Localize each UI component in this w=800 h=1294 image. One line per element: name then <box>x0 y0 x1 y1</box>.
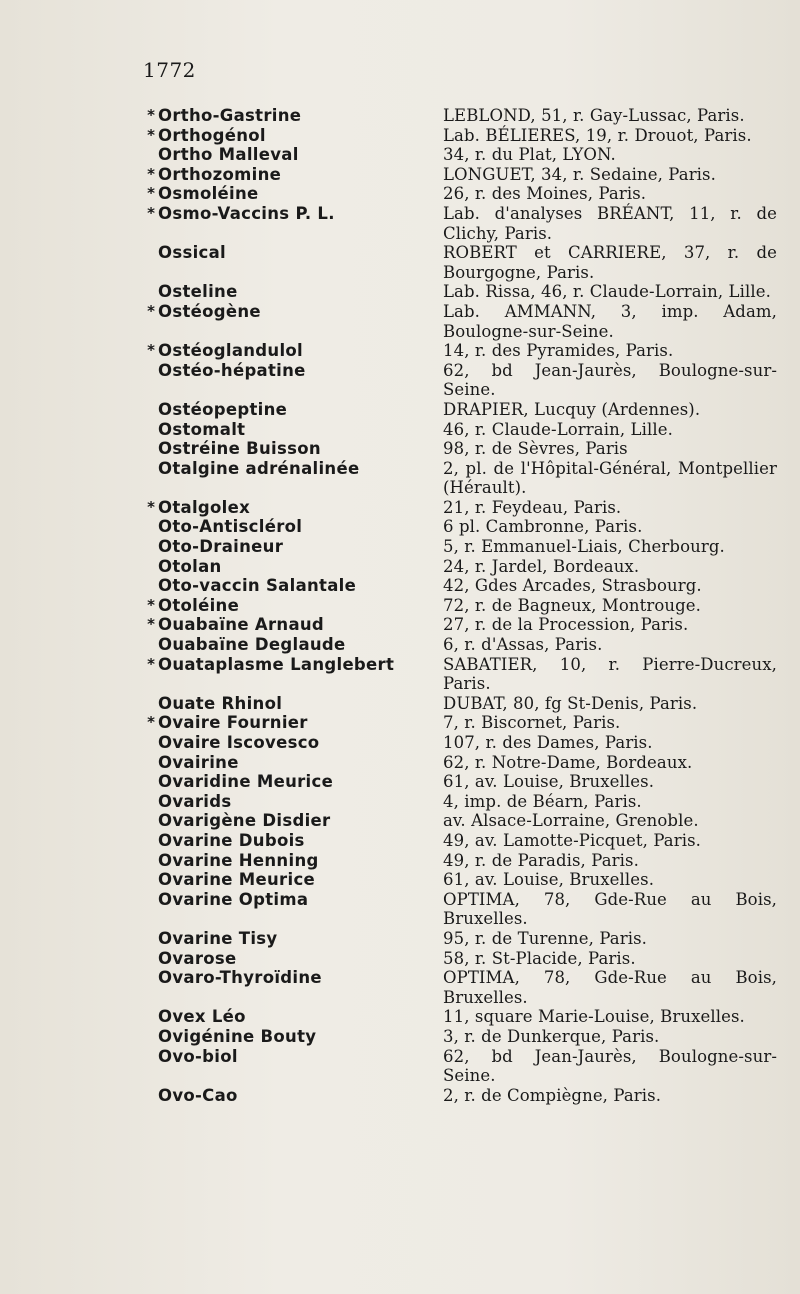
list-item <box>0 126 800 146</box>
list-item <box>0 576 800 596</box>
manufacturer-address: 95, r. de Turenne, Paris. <box>443 928 647 948</box>
product-name: Ovairine <box>158 752 239 772</box>
list-item <box>0 459 800 498</box>
manufacturer-address: 26, r. des Moines, Paris. <box>443 184 647 204</box>
list-item <box>0 694 800 714</box>
list-item <box>0 655 800 694</box>
product-name: Ovarids <box>158 791 232 811</box>
product-name: Otolan <box>158 556 222 576</box>
manufacturer-address: 49, av. Lamotte-Picquet, Paris. <box>443 830 702 850</box>
product-name: Otalgolex <box>158 497 251 517</box>
list-item <box>0 1007 800 1027</box>
manufacturer-address: 61, av. Louise, Bruxelles. <box>443 870 655 890</box>
list-item <box>0 1027 800 1047</box>
list-item <box>0 204 800 243</box>
list-item <box>0 420 800 440</box>
list-item <box>0 596 800 616</box>
manufacturer-address: Lab. BÉLIERES, 19, r. Drouot, Paris. <box>443 125 752 145</box>
product-name: Ostréine Buisson <box>158 439 321 459</box>
list-item <box>0 517 800 537</box>
manufacturer-address: 27, r. de la Procession, Paris. <box>443 615 689 635</box>
manufacturer-address: 58, r. St-Placide, Paris. <box>443 948 636 968</box>
list-item <box>0 949 800 969</box>
registered-mark: * <box>147 184 155 203</box>
list-item <box>0 851 800 871</box>
manufacturer-address: av. Alsace-Lorraine, Grenoble. <box>443 811 699 831</box>
product-name: Ovaire Iscovesco <box>158 733 320 752</box>
product-name: Orthogénol <box>158 125 266 145</box>
manufacturer-address: DRAPIER, Lucquy (Ardennes). <box>443 399 701 419</box>
registered-mark: * <box>147 203 155 222</box>
product-name: Ovarine Meurice <box>158 870 316 890</box>
list-item <box>0 341 800 361</box>
manufacturer-address: 61, av. Louise, Bruxelles. <box>443 772 655 792</box>
page-number: 1772 <box>143 58 196 82</box>
manufacturer-address: 62, r. Notre-Dame, Bordeaux. <box>443 752 693 772</box>
list-item <box>0 615 800 635</box>
product-name: Ossical <box>158 243 226 263</box>
product-name: Ovarine Henning <box>158 850 319 870</box>
list-item <box>0 1047 800 1086</box>
product-name: Ouabaïne Deglaude <box>158 635 346 655</box>
manufacturer-address: 107, r. des Dames, Paris. <box>443 733 653 752</box>
product-name: Ovo-biol <box>158 1046 238 1066</box>
product-name: Ovarine Optima <box>158 889 309 909</box>
list-item <box>0 890 800 929</box>
registered-mark: * <box>147 654 155 673</box>
manufacturer-address: 21, r. Feydeau, Paris. <box>443 497 622 517</box>
product-name: Otoléine <box>158 595 240 615</box>
list-item <box>0 792 800 812</box>
manufacturer-address: Lab. d'analyses BRÉANT, 11, r. de Clichy, Paris. <box>443 203 777 243</box>
registered-mark: * <box>147 301 155 320</box>
list-item <box>0 635 800 655</box>
product-name: Ovarose <box>158 948 237 968</box>
list-item <box>0 498 800 518</box>
product-name: Ostomalt <box>158 419 246 439</box>
product-name: Ostéo-hépatine <box>158 360 306 380</box>
manufacturer-address: 7, r. Biscornet, Paris. <box>443 713 621 733</box>
product-name: Ovarine Tisy <box>158 928 278 948</box>
manufacturer-address: Lab. Rissa, 46, r. Claude-Lorrain, Lille. <box>443 282 771 302</box>
manufacturer-address: 6, r. d'Assas, Paris. <box>443 635 603 655</box>
manufacturer-address: 42, Gdes Arcades, Strasbourg. <box>443 576 702 596</box>
product-name: Osmo-Vaccins P. L. <box>158 203 335 223</box>
registered-mark: * <box>147 341 155 360</box>
list-item <box>0 713 800 733</box>
manufacturer-address: 6 pl. Cambronne, Paris. <box>443 517 643 537</box>
manufacturer-address: 5, r. Emmanuel-Liais, Cherbourg. <box>443 537 725 557</box>
list-item <box>0 557 800 577</box>
product-name: Ovaridine Meurice <box>158 772 334 792</box>
list-item <box>0 929 800 949</box>
product-name: Osmoléine <box>158 184 259 204</box>
list-item <box>0 302 800 341</box>
manufacturer-address: 72, r. de Bagneux, Montrouge. <box>443 595 701 615</box>
product-name: Ovaro-Thyroïdine <box>158 968 322 988</box>
manufacturer-address: Lab. AMMANN, 3, imp. Adam, Boulogne-sur-Seine. <box>443 301 777 341</box>
registered-mark: * <box>147 595 155 614</box>
product-name: Ovex Léo <box>158 1007 246 1027</box>
list-item <box>0 753 800 773</box>
manufacturer-address: 62, bd Jean-Jaurès, Boulogne-sur-Seine. <box>443 1046 777 1086</box>
registered-mark: * <box>147 164 155 183</box>
list-item <box>0 184 800 204</box>
list-item <box>0 831 800 851</box>
list-item <box>0 439 800 459</box>
product-name: Ortho-Gastrine <box>158 106 302 125</box>
product-name: Osteline <box>158 282 238 302</box>
product-name: Oto-Draineur <box>158 537 284 557</box>
product-name: Ouabaïne Arnaud <box>158 615 325 635</box>
product-name: Ortho Malleval <box>158 145 299 165</box>
product-name: Otalgine adrénalinée <box>158 458 360 478</box>
manufacturer-address: OPTIMA, 78, Gde-Rue au Bois, Bruxelles. <box>443 968 777 1007</box>
manufacturer-address: DUBAT, 80, fg St-Denis, Paris. <box>443 693 698 713</box>
registered-mark: * <box>147 106 155 124</box>
product-name: Orthozomine <box>158 164 282 184</box>
product-name: Oto-vaccin Salantale <box>158 576 357 596</box>
product-name: Oto-Antisclérol <box>158 517 303 537</box>
manufacturer-address: LONGUET, 34, r. Sedaine, Paris. <box>443 164 716 184</box>
registered-mark: * <box>147 713 155 732</box>
manufacturer-address: 4, imp. de Béarn, Paris. <box>443 791 642 811</box>
manufacturer-address: 14, r. des Pyramides, Paris. <box>443 341 674 361</box>
list-item <box>0 106 800 126</box>
manufacturer-address: ROBERT et CARRIERE, 37, r. de Bourgogne, Paris. <box>443 243 777 282</box>
product-name: Ostéogène <box>158 301 261 321</box>
manufacturer-address: SABATIER, 10, r. Pierre-Ducreux, Paris. <box>443 654 777 694</box>
list-item <box>0 870 800 890</box>
list-item <box>0 772 800 792</box>
product-name: Ouataplasme Langlebert <box>158 654 395 674</box>
product-name: Ouate Rhinol <box>158 693 283 713</box>
product-name: Ostéopeptine <box>158 399 288 419</box>
list-item <box>0 400 800 420</box>
manufacturer-address: 49, r. de Paradis, Paris. <box>443 850 639 870</box>
manufacturer-address: OPTIMA, 78, Gde-Rue au Bois, Bruxelles. <box>443 889 777 929</box>
list-item <box>0 361 800 400</box>
product-name: Ovarine Dubois <box>158 830 305 850</box>
product-name: Ovarigène Disdier <box>158 811 331 831</box>
product-name: Ovo-Cao <box>158 1085 238 1105</box>
manufacturer-address: 46, r. Claude-Lorrain, Lille. <box>443 419 673 439</box>
manufacturer-address: LEBLOND, 51, r. Gay-Lussac, Paris. <box>443 106 745 125</box>
list-item <box>0 811 800 831</box>
registered-mark: * <box>147 615 155 634</box>
list-item <box>0 282 800 302</box>
list-item <box>0 243 800 282</box>
manufacturer-address: 3, r. de Dunkerque, Paris. <box>443 1026 660 1046</box>
product-name: Ostéoglandulol <box>158 341 304 361</box>
manufacturer-address: 2, pl. de l'Hôpital-Général, Montpellier (Hérault). <box>443 458 777 498</box>
list-item <box>0 968 800 1007</box>
list-item <box>0 165 800 185</box>
manufacturer-address: 11, square Marie-Louise, Bruxelles. <box>443 1007 745 1027</box>
manufacturer-address: 24, r. Jardel, Bordeaux. <box>443 556 640 576</box>
list-item <box>0 1086 800 1106</box>
product-name: Ovigénine Bouty <box>158 1026 317 1046</box>
entry-list <box>0 106 800 1105</box>
product-name: Ovaire Fournier <box>158 713 308 733</box>
list-item <box>0 145 800 165</box>
manufacturer-address: 2, r. de Compiègne, Paris. <box>443 1085 662 1105</box>
manufacturer-address: 98, r. de Sèvres, Paris <box>443 439 628 459</box>
registered-mark: * <box>147 125 155 144</box>
manufacturer-address: 34, r. du Plat, LYON. <box>443 145 616 165</box>
manufacturer-address: 62, bd Jean-Jaurès, Boulogne-sur-Seine. <box>443 360 777 400</box>
list-item <box>0 537 800 557</box>
registered-mark: * <box>147 497 155 516</box>
list-item <box>0 733 800 753</box>
